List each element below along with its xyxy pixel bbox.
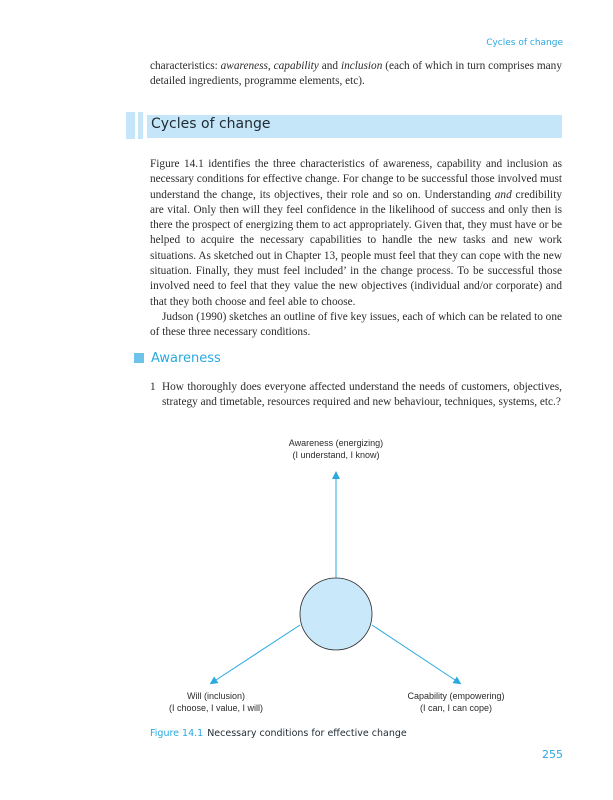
label-awareness-line1: Awareness (energizing) bbox=[288, 438, 384, 448]
list-number: 1 bbox=[150, 381, 156, 393]
figure-caption bbox=[150, 728, 407, 739]
page-number: 255 bbox=[542, 748, 563, 761]
label-will-line1: Will (inclusion) bbox=[186, 691, 245, 701]
paragraph-2: Judson (1990) sketches an outline of five key issues, each of which can be related to one of these three necessary conditions. bbox=[150, 310, 562, 339]
section-title: Cycles of change bbox=[151, 116, 271, 132]
intro-sep: , bbox=[267, 60, 274, 72]
centre-circle bbox=[300, 578, 372, 650]
label-capability bbox=[356, 690, 556, 714]
intro-prefix: characteristics: bbox=[150, 60, 221, 72]
p1-part2: credibility are vital. Only then will they feel confidence in the likelihood of success and only then is there the prospect of energizing them to act appropriately. Given that, they must have or be helped to acquire the necessary capabilities to handle the new tasks and new work situations. As sketched out in Chapter 13, people must feel that they can cope with the new situation. Finally, they must feel included’ in the change process. To be successful those involved need to feel that they value the new objectives (individual and/or corporate) and that they both choose and feel able to choose. bbox=[150, 188, 562, 308]
intro-suffix: (each of which in turn comprises many detailed ingredients, programme elements, etc). bbox=[150, 60, 562, 88]
p1-and: and bbox=[494, 188, 512, 201]
arrow-left bbox=[213, 625, 300, 682]
intro-awareness: awareness bbox=[220, 60, 268, 72]
intro-and: and bbox=[318, 60, 341, 72]
label-capability-line2: (I can, I can cope) bbox=[419, 703, 493, 713]
intro-inclusion: inclusion bbox=[340, 60, 383, 72]
label-capability-line1: Capability (empowering) bbox=[407, 691, 505, 701]
label-awareness bbox=[236, 437, 436, 461]
caption-number: Figure 14.1 bbox=[150, 728, 204, 739]
label-awareness-line2: (I understand, I know) bbox=[292, 450, 380, 460]
p1-part1: Figure 14.1 identifies the three characteristics of awareness, capability and inclusion as necessary conditions for effective change. For change to be successful those involved must understand the change, its objectives, their role and so on. Understanding bbox=[150, 158, 562, 201]
label-will-line2: (I choose, I value, I will) bbox=[168, 703, 264, 713]
list-text: How thoroughly does everyone affected understand the needs of customers, objectives, strategy and timetable, resources required and new behaviour, techniques, systems, etc.? bbox=[162, 381, 562, 409]
intro-capability: capability bbox=[273, 60, 319, 72]
subsection-title: Awareness bbox=[151, 351, 221, 366]
label-will bbox=[116, 690, 316, 714]
running-head: Cycles of change bbox=[486, 38, 563, 48]
caption-text: Necessary conditions for effective change bbox=[207, 728, 407, 739]
arrow-right bbox=[372, 625, 458, 682]
